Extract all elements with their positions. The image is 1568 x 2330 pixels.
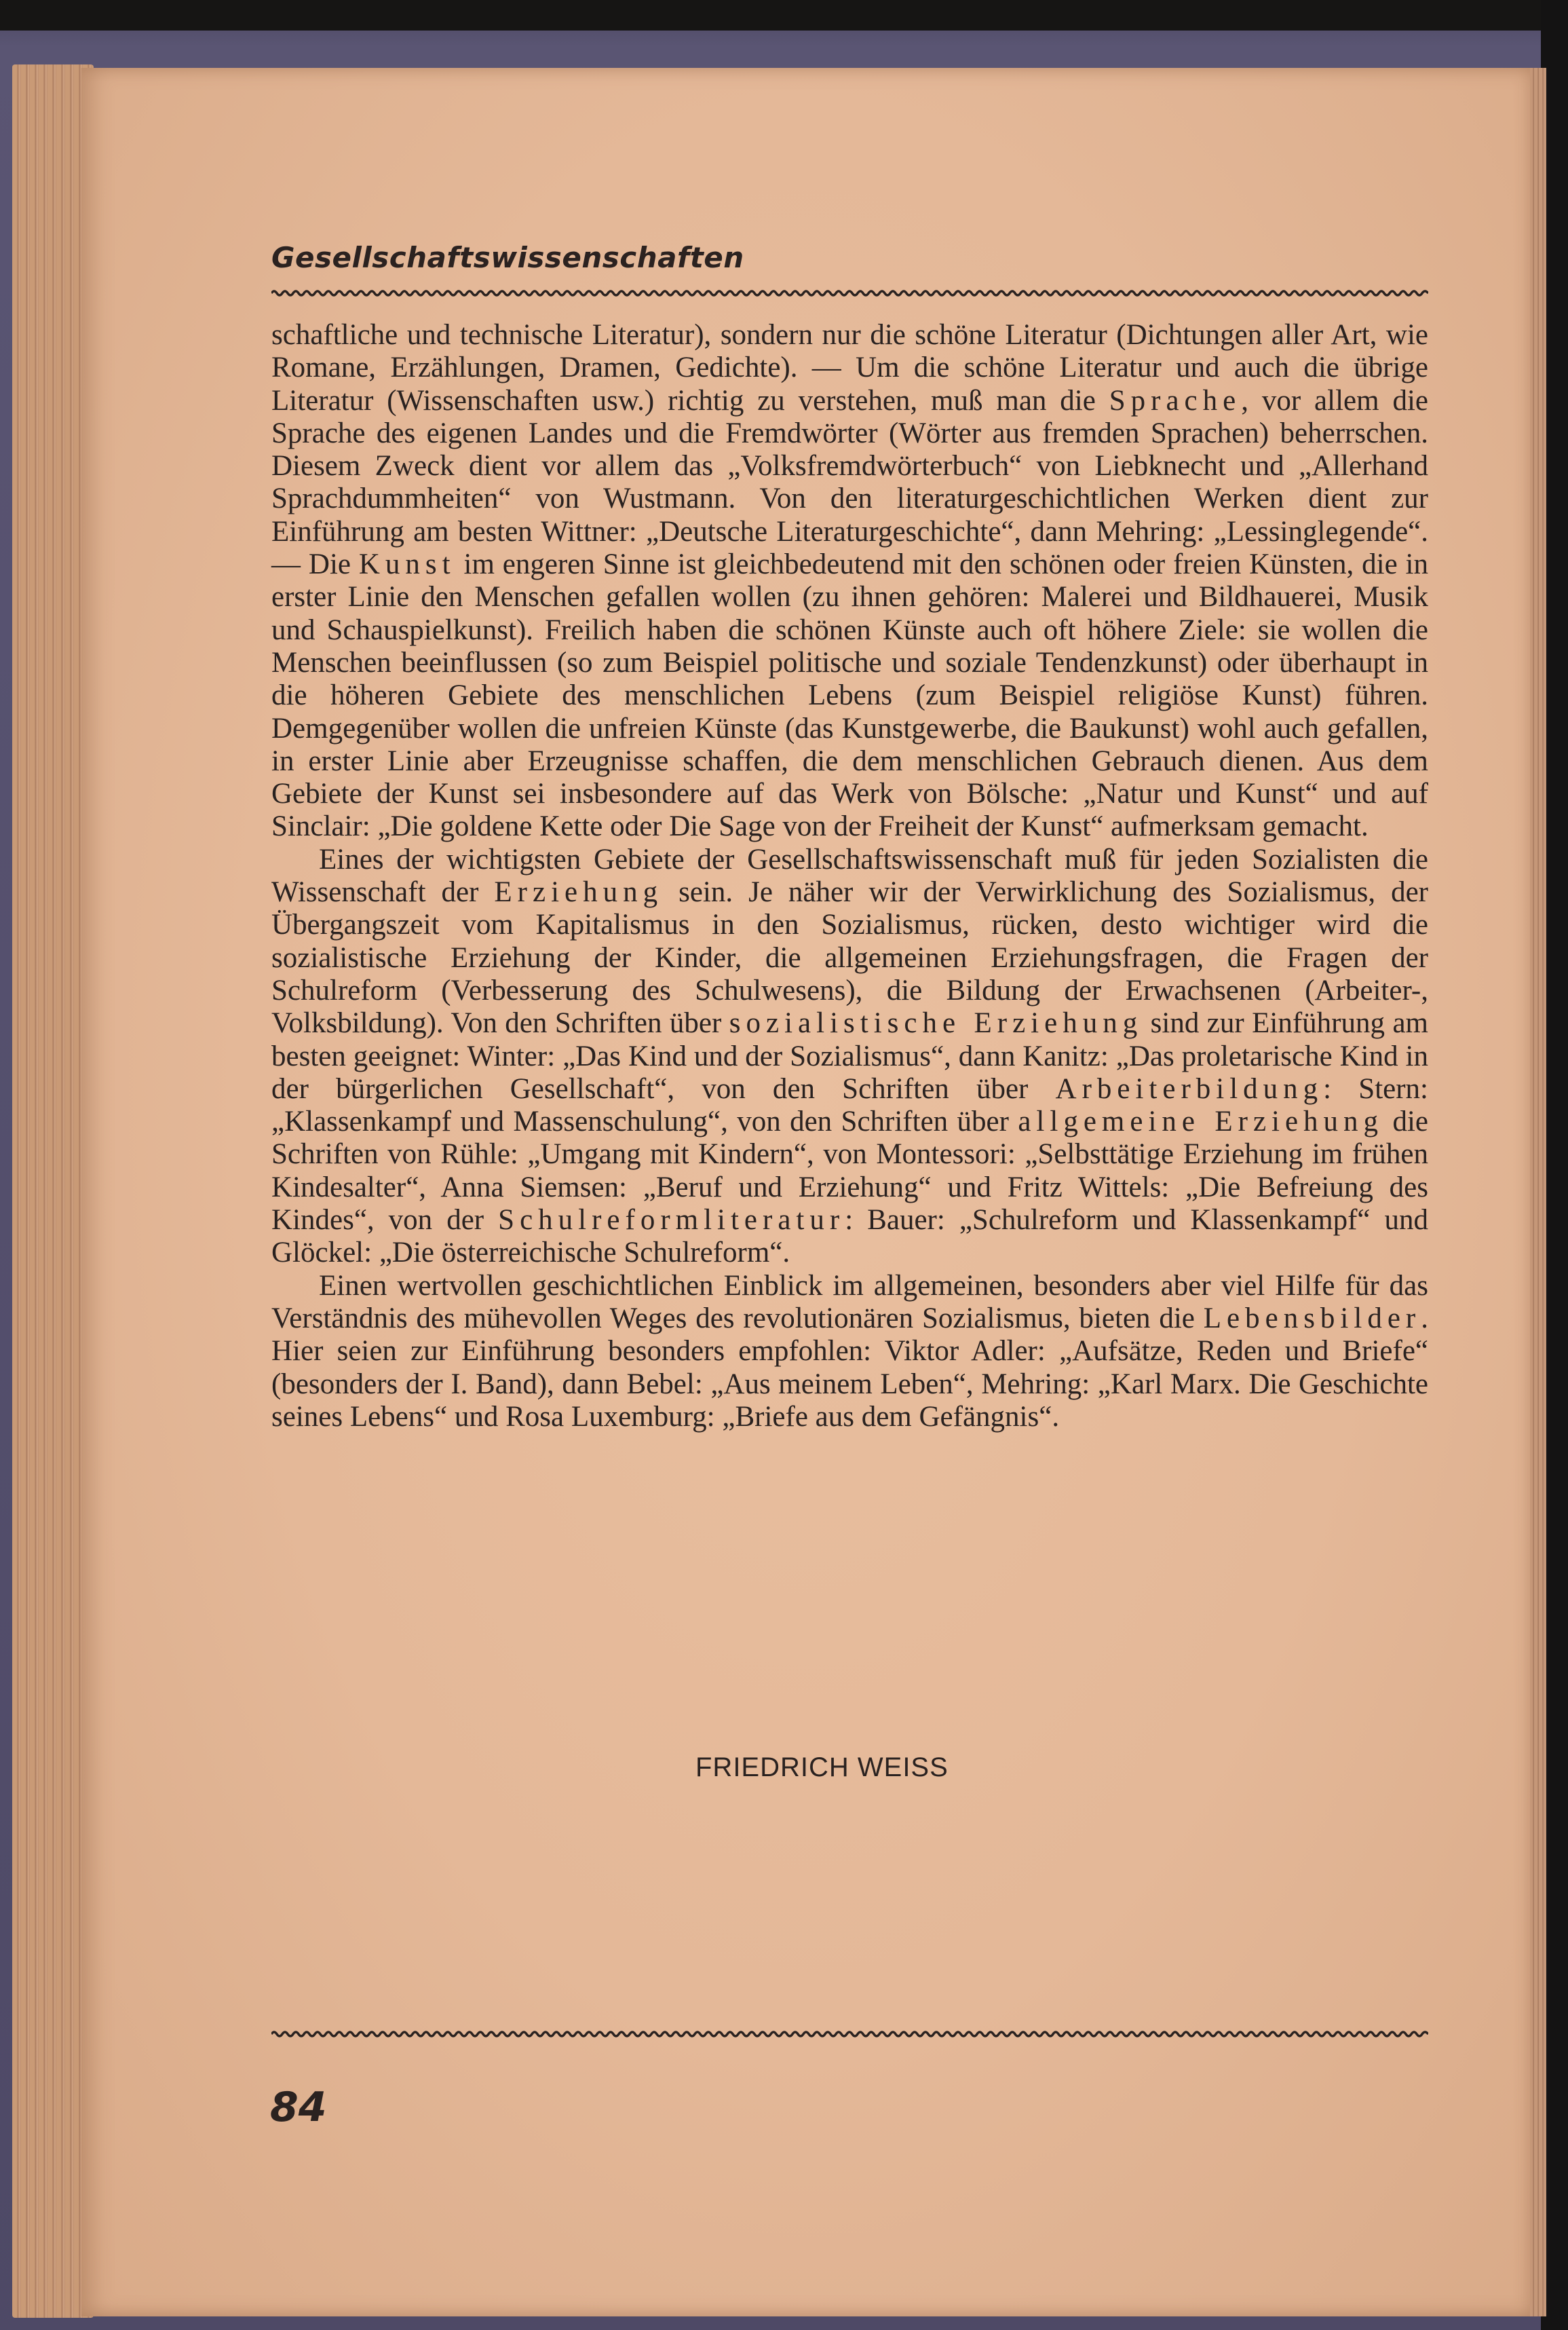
article-body bbox=[271, 319, 1428, 1433]
running-head: Gesellschaftswissenschaften bbox=[271, 241, 744, 274]
paragraph bbox=[271, 1270, 1428, 1433]
text-run: : Stern: „Klassenkampf und Massenschulung“, von den Schriften über bbox=[271, 1072, 1428, 1138]
text-run: Eines der wichtigsten Gebiete der Gesellschaftswissenschaft muß für jeden Sozialisten die Wissenschaft der bbox=[271, 843, 1428, 909]
spaced-emphasis: sozialistische Erziehung bbox=[729, 1007, 1143, 1040]
spaced-emphasis: allgemeine Erziehung bbox=[1018, 1106, 1384, 1138]
spaced-emphasis: Schulreformliteratur bbox=[498, 1204, 845, 1237]
spaced-emphasis: Sprache bbox=[1109, 384, 1242, 417]
text-run: sein. Je näher wir der Verwirklichung des Sozialismus, der Übergangszeit vom Kapitalismus in den Sozialismus, rücken, desto wichtiger wird die sozialistische Erziehung der Kinder, die allgemeinen Erziehungsfragen, die Fragen der Schulreform (Verbesserung des Schulwesens), die Bildung der Erwachsenen (Arbeiter-, Volksbildung). Von den Schriften über bbox=[271, 876, 1428, 1040]
spaced-emphasis: Kunst bbox=[358, 548, 456, 581]
text-run: im engeren Sinne ist gleichbedeutend mit den schönen oder freien Künsten, die in erster Linie den Menschen gefallen wollen (zu ihnen gehören: Malerei und Bildhauerei, Musik und Schauspielkunst). Freilich haben die schönen Künste auch oft höhere Ziele: sie wollen die Menschen beeinflussen (so zum Beispiel politische und soziale Tendenzkunst) oder überhaupt in die höheren Gebiete des menschlichen Lebens (zum Beispiel religiöse Kunst) führen. Demgegenüber wollen die unfreien Künste (das Kunstgewerbe, die Baukunst) wohl auch gefallen, in erster Linie aber Erzeugnisse schaffen, die dem menschlichen Gebrauch dienen. Aus dem Gebiete der Kunst sei insbesondere auf das Werk von Bölsche: „Natur und Kunst“ und auf Sinclair: „Die goldene Kette oder Die Sage von der Freiheit der Kunst“ aufmerksam gemacht. bbox=[271, 548, 1428, 843]
text-run: schaftliche und technische Literatur), sondern nur die schöne Literatur (Dichtungen aller Art, wie Romane, Erzählungen, Dramen, Gedichte). — Um die schöne Literatur und auch die übrige Literatur (Wissenschaften usw.) richtig zu verstehen, muß man die bbox=[271, 319, 1428, 417]
text-run: die Schriften von Rühle: „Umgang mit Kindern“, von Montessori: „Selbsttätige Erziehung im frühen Kindesalter“, Anna Siemsen: „Beruf und Erziehung“ und Fritz Wittels: „Die Befreiung des Kindes“, von der bbox=[271, 1106, 1428, 1237]
ornamental-rule-top bbox=[271, 288, 1428, 298]
spaced-emphasis: Arbeiterbildung bbox=[1055, 1072, 1324, 1105]
text-run: : Bauer: „Schulreform und Klassenkampf“ und Glöckel: „Die österreichische Schulreform“. bbox=[271, 1204, 1429, 1269]
text-run: . Hier seien zur Einführung besonders empfohlen: Viktor Adler: „Aufsätze, Reden und Briefe“ (besonders der I. Band), dann Bebel: „Aus meinem Leben“, Mehring: „Karl Marx. Die Geschichte seines Lebens“ und Rosa Luxemburg: „Briefe aus dem Gefängnis“. bbox=[271, 1302, 1428, 1433]
page-number: 84 bbox=[270, 2084, 327, 2131]
spaced-emphasis: Erziehung bbox=[494, 876, 664, 909]
background-shadow bbox=[0, 0, 1568, 31]
paragraph bbox=[271, 319, 1428, 844]
ornamental-rule-bottom bbox=[271, 2029, 1428, 2039]
author-signature: FRIEDRICH WEISS bbox=[695, 1752, 949, 1782]
paragraph bbox=[271, 844, 1428, 1270]
page-edge-right bbox=[1530, 68, 1546, 2316]
text-run: sind zur Einführung am besten geeignet: Winter: „Das Kind und der Sozialismus“, dann Kanitz: „Das proletarische Kind in der bürgerlichen Gesellschaft“, von den Schriften über bbox=[271, 1007, 1428, 1105]
text-run: Einen wertvollen geschichtlichen Einblick im allgemeinen, besonders aber viel Hilfe für das Verständnis des mühevollen Weges des revolutionären Sozialismus, bieten die bbox=[271, 1269, 1428, 1334]
spaced-emphasis: Lebensbilder bbox=[1203, 1302, 1421, 1334]
text-run: , vor allem die Sprache des eigenen Landes und die Fremdwörter (Wörter aus fremden Sprachen) beherrschen. Diesem Zweck dient vor allem das „Volksfremdwörterbuch“ von Liebknecht und „Allerhand Sprachdummheiten“ von Wustmann. Von den literaturgeschichtlichen Werken dient zur Einführung am besten Wittner: „Deutsche Literaturgeschichte“, dann Mehring: „Lessinglegende“. — Die bbox=[271, 384, 1428, 581]
